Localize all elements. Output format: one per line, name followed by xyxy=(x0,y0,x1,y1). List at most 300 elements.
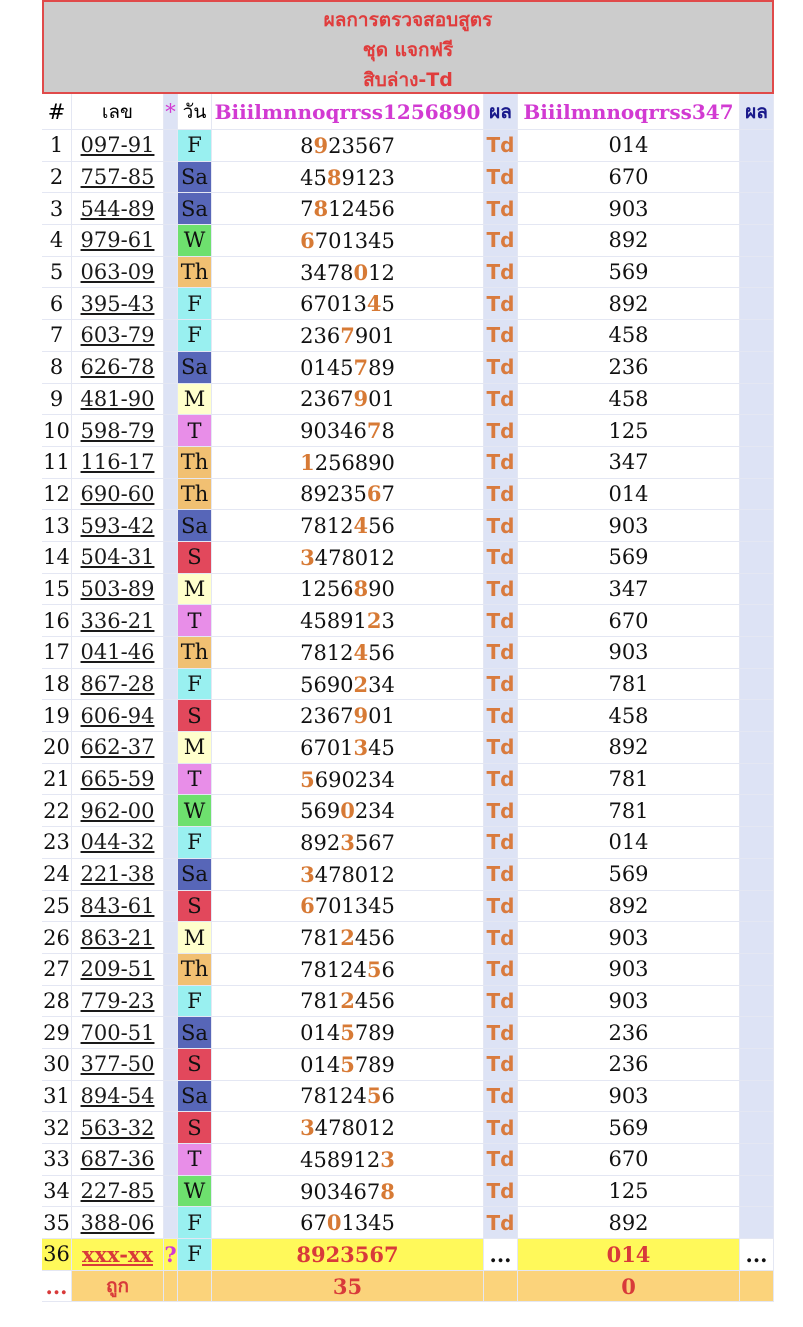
formula1-value: 7812456 xyxy=(212,986,484,1018)
row-number: 23 xyxy=(42,827,72,859)
lek-cell xyxy=(72,1081,164,1113)
day-badge: M xyxy=(178,732,212,764)
lek-link[interactable]: 221-38 xyxy=(80,862,155,887)
formula2-value: 903 xyxy=(518,986,740,1018)
result1-label: Td xyxy=(484,605,518,637)
lek-link[interactable]: 041-46 xyxy=(80,640,155,665)
lek-link[interactable]: 626-78 xyxy=(80,355,155,380)
row-number: 22 xyxy=(42,795,72,827)
formula1-value: 7812456 xyxy=(212,637,484,669)
day-badge: T xyxy=(178,415,212,447)
row-number: 33 xyxy=(42,1144,72,1176)
lek-cell xyxy=(72,891,164,923)
formula1-value: 5690234 xyxy=(212,795,484,827)
highlight-digit: 0 xyxy=(340,798,355,824)
result2-cell xyxy=(740,193,774,225)
formula2-value: 569 xyxy=(518,257,740,289)
formula2-value: 903 xyxy=(518,922,740,954)
summary-count2: 0 xyxy=(518,1271,740,1303)
row-number: 36 xyxy=(42,1239,72,1271)
result1-label: Td xyxy=(484,352,518,384)
formula1-value: 1256890 xyxy=(212,574,484,606)
lek-cell xyxy=(72,574,164,606)
star-cell: ? xyxy=(164,1239,178,1271)
formula2-value: 236 xyxy=(518,352,740,384)
lek-link[interactable]: 593-42 xyxy=(80,513,155,538)
formula1-value: 0145789 xyxy=(212,352,484,384)
summary-empty xyxy=(164,1271,178,1303)
highlight-digit: 3 xyxy=(353,734,369,760)
table-row xyxy=(42,859,774,891)
formula1-value: 4589123 xyxy=(212,162,484,194)
table-row xyxy=(42,954,774,986)
table-header-row xyxy=(42,94,774,130)
lek-cell xyxy=(72,986,164,1018)
formula1-value: 8923567 xyxy=(212,479,484,511)
result1-label: Td xyxy=(484,669,518,701)
day-badge: W xyxy=(178,795,212,827)
day-badge: Th xyxy=(178,954,212,986)
table-row xyxy=(42,542,774,574)
result1-label: Td xyxy=(484,1144,518,1176)
formula2-value: 125 xyxy=(518,1176,740,1208)
lek-cell xyxy=(72,795,164,827)
highlight-digit: 9 xyxy=(353,386,369,412)
star-cell xyxy=(164,415,178,447)
col-header-lek: เลข xyxy=(72,94,164,130)
result2-cell xyxy=(740,700,774,732)
col-header-num: # xyxy=(42,94,72,130)
row-number: 30 xyxy=(42,1049,72,1081)
star-cell xyxy=(164,669,178,701)
day-badge: M xyxy=(178,384,212,416)
row-number: 28 xyxy=(42,986,72,1018)
day-badge: M xyxy=(178,922,212,954)
lek-link[interactable]: 665-59 xyxy=(80,767,155,792)
row-number: 16 xyxy=(42,605,72,637)
lek-link[interactable]: 227-85 xyxy=(80,1179,155,1204)
day-badge: F xyxy=(178,827,212,859)
result1-pending: ... xyxy=(484,1239,518,1271)
col-header-result1: ผล xyxy=(484,94,518,130)
table-row xyxy=(42,1176,774,1208)
star-cell xyxy=(164,542,178,574)
result2-cell xyxy=(740,827,774,859)
table-row xyxy=(42,986,774,1018)
highlight-digit: 5 xyxy=(366,956,382,982)
result1-label: Td xyxy=(484,1176,518,1208)
result1-label: Td xyxy=(484,130,518,162)
row-number: 24 xyxy=(42,859,72,891)
lek-link[interactable]: 700-51 xyxy=(80,1020,155,1045)
formula1-value: 2367901 xyxy=(212,320,484,352)
result1-label: Td xyxy=(484,891,518,923)
table-row xyxy=(42,1081,774,1113)
row-number: 12 xyxy=(42,479,72,511)
formula2-value: 014 xyxy=(518,1239,740,1271)
lek-link[interactable]: 598-79 xyxy=(80,418,155,443)
formula1-value: 7812456 xyxy=(212,954,484,986)
day-badge: F xyxy=(178,130,212,162)
lek-cell xyxy=(72,415,164,447)
highlight-digit: 8 xyxy=(353,576,369,602)
formula2-value: 347 xyxy=(518,447,740,479)
lek-cell xyxy=(72,922,164,954)
star-cell xyxy=(164,859,178,891)
table-row xyxy=(42,1049,774,1081)
lek-link[interactable]: 863-21 xyxy=(80,925,155,950)
result1-label: Td xyxy=(484,700,518,732)
table-row xyxy=(42,384,774,416)
highlight-digit: 3 xyxy=(300,544,315,570)
day-badge: Th xyxy=(178,479,212,511)
star-cell xyxy=(164,257,178,289)
formula1-value: 3478012 xyxy=(212,257,484,289)
formula1-value: 6701345 xyxy=(212,288,484,320)
result1-label: Td xyxy=(484,447,518,479)
result2-cell xyxy=(740,954,774,986)
formula2-value: 892 xyxy=(518,1207,740,1239)
result2-cell xyxy=(740,732,774,764)
highlight-digit: 5 xyxy=(340,1020,355,1046)
lek-cell xyxy=(72,700,164,732)
row-number: 19 xyxy=(42,700,72,732)
result1-label: Td xyxy=(484,795,518,827)
formula1-value: 3478012 xyxy=(212,859,484,891)
lek-cell xyxy=(72,162,164,194)
lek-cell xyxy=(72,859,164,891)
formula2-value: 458 xyxy=(518,384,740,416)
star-cell xyxy=(164,605,178,637)
lek-cell xyxy=(72,827,164,859)
row-number: 9 xyxy=(42,384,72,416)
lek-cell xyxy=(72,352,164,384)
table-row xyxy=(42,320,774,352)
lek-link[interactable]: 662-37 xyxy=(80,735,155,760)
lek-cell xyxy=(72,764,164,796)
highlight-digit: 3 xyxy=(380,1146,395,1172)
formula1-value: 6701345 xyxy=(212,1207,484,1239)
lek-link[interactable]: 757-85 xyxy=(80,165,155,190)
lek-cell xyxy=(72,1049,164,1081)
result1-label: Td xyxy=(484,320,518,352)
table-row xyxy=(42,1112,774,1144)
star-cell xyxy=(164,162,178,194)
result1-label: Td xyxy=(484,225,518,257)
formula2-value: 781 xyxy=(518,764,740,796)
formula1-value: 2367901 xyxy=(212,700,484,732)
header-subtitle: ชุด แจกฟรี xyxy=(362,39,454,61)
lek-link[interactable]: 690-60 xyxy=(80,481,155,506)
day-badge: F xyxy=(178,1207,212,1239)
row-number: 7 xyxy=(42,320,72,352)
star-cell xyxy=(164,700,178,732)
result2-cell xyxy=(740,859,774,891)
header-formula: สิบล่าง-Td xyxy=(363,69,453,91)
result2-cell xyxy=(740,447,774,479)
formula1-value: 7812456 xyxy=(212,1081,484,1113)
formula2-value: 781 xyxy=(518,795,740,827)
formula2-value: 014 xyxy=(518,130,740,162)
lek-cell xyxy=(72,1144,164,1176)
formula1-value: 9034678 xyxy=(212,415,484,447)
formula2-value: 125 xyxy=(518,415,740,447)
lek-link[interactable]: 116-17 xyxy=(80,450,155,475)
highlight-digit: 2 xyxy=(366,608,382,634)
table-row xyxy=(42,605,774,637)
formula2-value: 014 xyxy=(518,479,740,511)
lek-link[interactable]: 395-43 xyxy=(80,291,155,316)
highlight-digit: 3 xyxy=(300,861,315,887)
formula2-value: 903 xyxy=(518,954,740,986)
header-title: ผลการตรวจสอบสูตร xyxy=(323,9,493,31)
lek-link[interactable]: 544-89 xyxy=(80,196,155,221)
result1-label: Td xyxy=(484,732,518,764)
table-row xyxy=(42,922,774,954)
formula2-value: 236 xyxy=(518,1049,740,1081)
summary-empty xyxy=(740,1271,774,1303)
star-cell xyxy=(164,1081,178,1113)
result1-label: Td xyxy=(484,257,518,289)
day-badge: F xyxy=(178,986,212,1018)
table-row xyxy=(42,510,774,542)
lek-link[interactable]: 563-32 xyxy=(80,1115,155,1140)
day-badge: S xyxy=(178,700,212,732)
result2-cell xyxy=(740,542,774,574)
highlight-digit: 5 xyxy=(300,766,315,792)
lek-link[interactable]: 377-50 xyxy=(80,1052,155,1077)
formula2-value: 458 xyxy=(518,700,740,732)
row-number: 20 xyxy=(42,732,72,764)
result1-label: Td xyxy=(484,1112,518,1144)
result2-cell xyxy=(740,1144,774,1176)
lek-cell xyxy=(72,510,164,542)
lek-cell xyxy=(72,447,164,479)
formula2-value: 670 xyxy=(518,162,740,194)
highlight-digit: 6 xyxy=(366,481,382,507)
formula1-value: 6701345 xyxy=(212,732,484,764)
lek-cell xyxy=(72,1239,164,1271)
result1-label: Td xyxy=(484,764,518,796)
row-number: 15 xyxy=(42,574,72,606)
lek-cell xyxy=(72,954,164,986)
formula2-value: 903 xyxy=(518,510,740,542)
formula2-value: 892 xyxy=(518,225,740,257)
star-cell xyxy=(164,922,178,954)
highlight-digit: 5 xyxy=(340,1051,355,1077)
result1-label: Td xyxy=(484,384,518,416)
day-badge: F xyxy=(178,1239,212,1271)
result1-label: Td xyxy=(484,1207,518,1239)
formula1-value: 0145789 xyxy=(212,1017,484,1049)
result2-cell xyxy=(740,130,774,162)
lek-cell xyxy=(72,130,164,162)
star-cell xyxy=(164,1112,178,1144)
star-cell xyxy=(164,193,178,225)
col-header-star: * xyxy=(164,94,178,130)
result2-cell xyxy=(740,288,774,320)
lek-link[interactable]: xxx-xx xyxy=(82,1241,153,1267)
star-cell xyxy=(164,384,178,416)
formula1-value: 4589123 xyxy=(212,1144,484,1176)
formula1-value: 4589123 xyxy=(212,605,484,637)
day-badge: W xyxy=(178,1176,212,1208)
day-badge: Sa xyxy=(178,193,212,225)
row-number: 21 xyxy=(42,764,72,796)
lek-link[interactable]: 063-09 xyxy=(80,260,155,285)
day-badge: S xyxy=(178,891,212,923)
day-badge: Th xyxy=(178,257,212,289)
day-badge: Sa xyxy=(178,1081,212,1113)
lek-cell xyxy=(72,479,164,511)
table-row xyxy=(42,130,774,162)
table-row xyxy=(42,700,774,732)
result2-cell xyxy=(740,986,774,1018)
lek-cell xyxy=(72,605,164,637)
row-number: 14 xyxy=(42,542,72,574)
lek-link[interactable]: 979-61 xyxy=(80,228,155,253)
result1-label: Td xyxy=(484,986,518,1018)
result2-cell xyxy=(740,574,774,606)
highlight-digit: 2 xyxy=(340,988,355,1014)
star-cell xyxy=(164,225,178,257)
lek-cell xyxy=(72,225,164,257)
highlight-digit: 3 xyxy=(300,1115,315,1141)
lek-link[interactable]: 867-28 xyxy=(80,672,155,697)
result2-cell xyxy=(740,891,774,923)
lek-link[interactable]: 894-54 xyxy=(80,1083,155,1108)
row-number: 11 xyxy=(42,447,72,479)
result1-label: Td xyxy=(484,415,518,447)
table-row xyxy=(42,1207,774,1239)
formula2-value: 892 xyxy=(518,891,740,923)
lek-link[interactable]: 606-94 xyxy=(80,703,155,728)
result2-cell xyxy=(740,384,774,416)
lek-link[interactable]: 388-06 xyxy=(80,1210,155,1235)
star-cell xyxy=(164,1207,178,1239)
lek-link[interactable]: 209-51 xyxy=(80,957,155,982)
day-badge: W xyxy=(178,225,212,257)
formula2-value: 903 xyxy=(518,193,740,225)
lek-link[interactable]: 503-89 xyxy=(80,576,155,601)
row-number: 26 xyxy=(42,922,72,954)
star-cell xyxy=(164,891,178,923)
day-badge: Sa xyxy=(178,859,212,891)
highlight-digit: 4 xyxy=(353,513,369,539)
row-number: 31 xyxy=(42,1081,72,1113)
result1-label: Td xyxy=(484,827,518,859)
result1-label: Td xyxy=(484,1049,518,1081)
formula1-value: 6701345 xyxy=(212,891,484,923)
star-cell xyxy=(164,320,178,352)
result2-cell xyxy=(740,1176,774,1208)
formula1-value: 7812456 xyxy=(212,922,484,954)
star-cell xyxy=(164,1144,178,1176)
table-row xyxy=(42,193,774,225)
formula2-value: 014 xyxy=(518,827,740,859)
formula2-value: 892 xyxy=(518,288,740,320)
formula2-value: 670 xyxy=(518,605,740,637)
formula1-value: 5690234 xyxy=(212,669,484,701)
star-cell xyxy=(164,1176,178,1208)
lek-cell xyxy=(72,257,164,289)
table-row xyxy=(42,447,774,479)
formula2-value: 892 xyxy=(518,732,740,764)
lek-link[interactable]: 044-32 xyxy=(80,830,155,855)
day-badge: M xyxy=(178,574,212,606)
result1-label: Td xyxy=(484,193,518,225)
col-header-formula2: Biiilmnnoqrrss347 xyxy=(518,94,740,130)
highlight-digit: 9 xyxy=(353,703,369,729)
formula2-value: 569 xyxy=(518,1112,740,1144)
lek-link[interactable]: 603-79 xyxy=(80,323,155,348)
result2-cell xyxy=(740,225,774,257)
result2-cell xyxy=(740,669,774,701)
lek-link[interactable]: 843-61 xyxy=(80,893,155,918)
lek-link[interactable]: 779-23 xyxy=(80,988,155,1013)
table-row xyxy=(42,225,774,257)
formula2-value: 670 xyxy=(518,1144,740,1176)
day-badge: Sa xyxy=(178,1017,212,1049)
result2-cell xyxy=(740,1049,774,1081)
result1-label: Td xyxy=(484,510,518,542)
table-row xyxy=(42,1017,774,1049)
prediction-row xyxy=(42,1239,774,1271)
table-row xyxy=(42,764,774,796)
lek-link[interactable]: 504-31 xyxy=(80,545,155,570)
summary-label: ถูก xyxy=(72,1271,164,1303)
lek-link[interactable]: 687-36 xyxy=(80,1147,155,1172)
result2-cell xyxy=(740,257,774,289)
highlight-digit: 2 xyxy=(353,671,369,697)
row-number: 1 xyxy=(42,130,72,162)
lek-link[interactable]: 962-00 xyxy=(80,798,155,823)
formula1-value: 7812456 xyxy=(212,510,484,542)
lek-link[interactable]: 097-91 xyxy=(80,133,155,158)
star-cell xyxy=(164,637,178,669)
row-number: 2 xyxy=(42,162,72,194)
results-table xyxy=(42,94,774,1302)
day-badge: Sa xyxy=(178,352,212,384)
result2-cell xyxy=(740,1112,774,1144)
col-header-formula1: Biiilmnnoqrrss1256890 xyxy=(212,94,484,130)
formula1-value: 7812456 xyxy=(212,193,484,225)
highlight-digit: 4 xyxy=(353,639,369,665)
row-number: 4 xyxy=(42,225,72,257)
result1-label: Td xyxy=(484,288,518,320)
result1-label: Td xyxy=(484,954,518,986)
star-cell xyxy=(164,288,178,320)
day-badge: F xyxy=(178,320,212,352)
star-cell xyxy=(164,510,178,542)
lek-link[interactable]: 336-21 xyxy=(80,608,155,633)
col-header-result2: ผล xyxy=(740,94,774,130)
row-number: 27 xyxy=(42,954,72,986)
formula1-value: 2367901 xyxy=(212,384,484,416)
formula2-value: 569 xyxy=(518,542,740,574)
result2-cell xyxy=(740,764,774,796)
table-row xyxy=(42,352,774,384)
highlight-digit: 2 xyxy=(340,925,355,951)
highlight-digit: 6 xyxy=(300,227,315,253)
star-cell xyxy=(164,447,178,479)
table-row xyxy=(42,732,774,764)
lek-cell xyxy=(72,288,164,320)
highlight-digit: 0 xyxy=(353,259,369,285)
star-cell xyxy=(164,795,178,827)
lek-cell xyxy=(72,637,164,669)
lek-link[interactable]: 481-90 xyxy=(80,386,155,411)
